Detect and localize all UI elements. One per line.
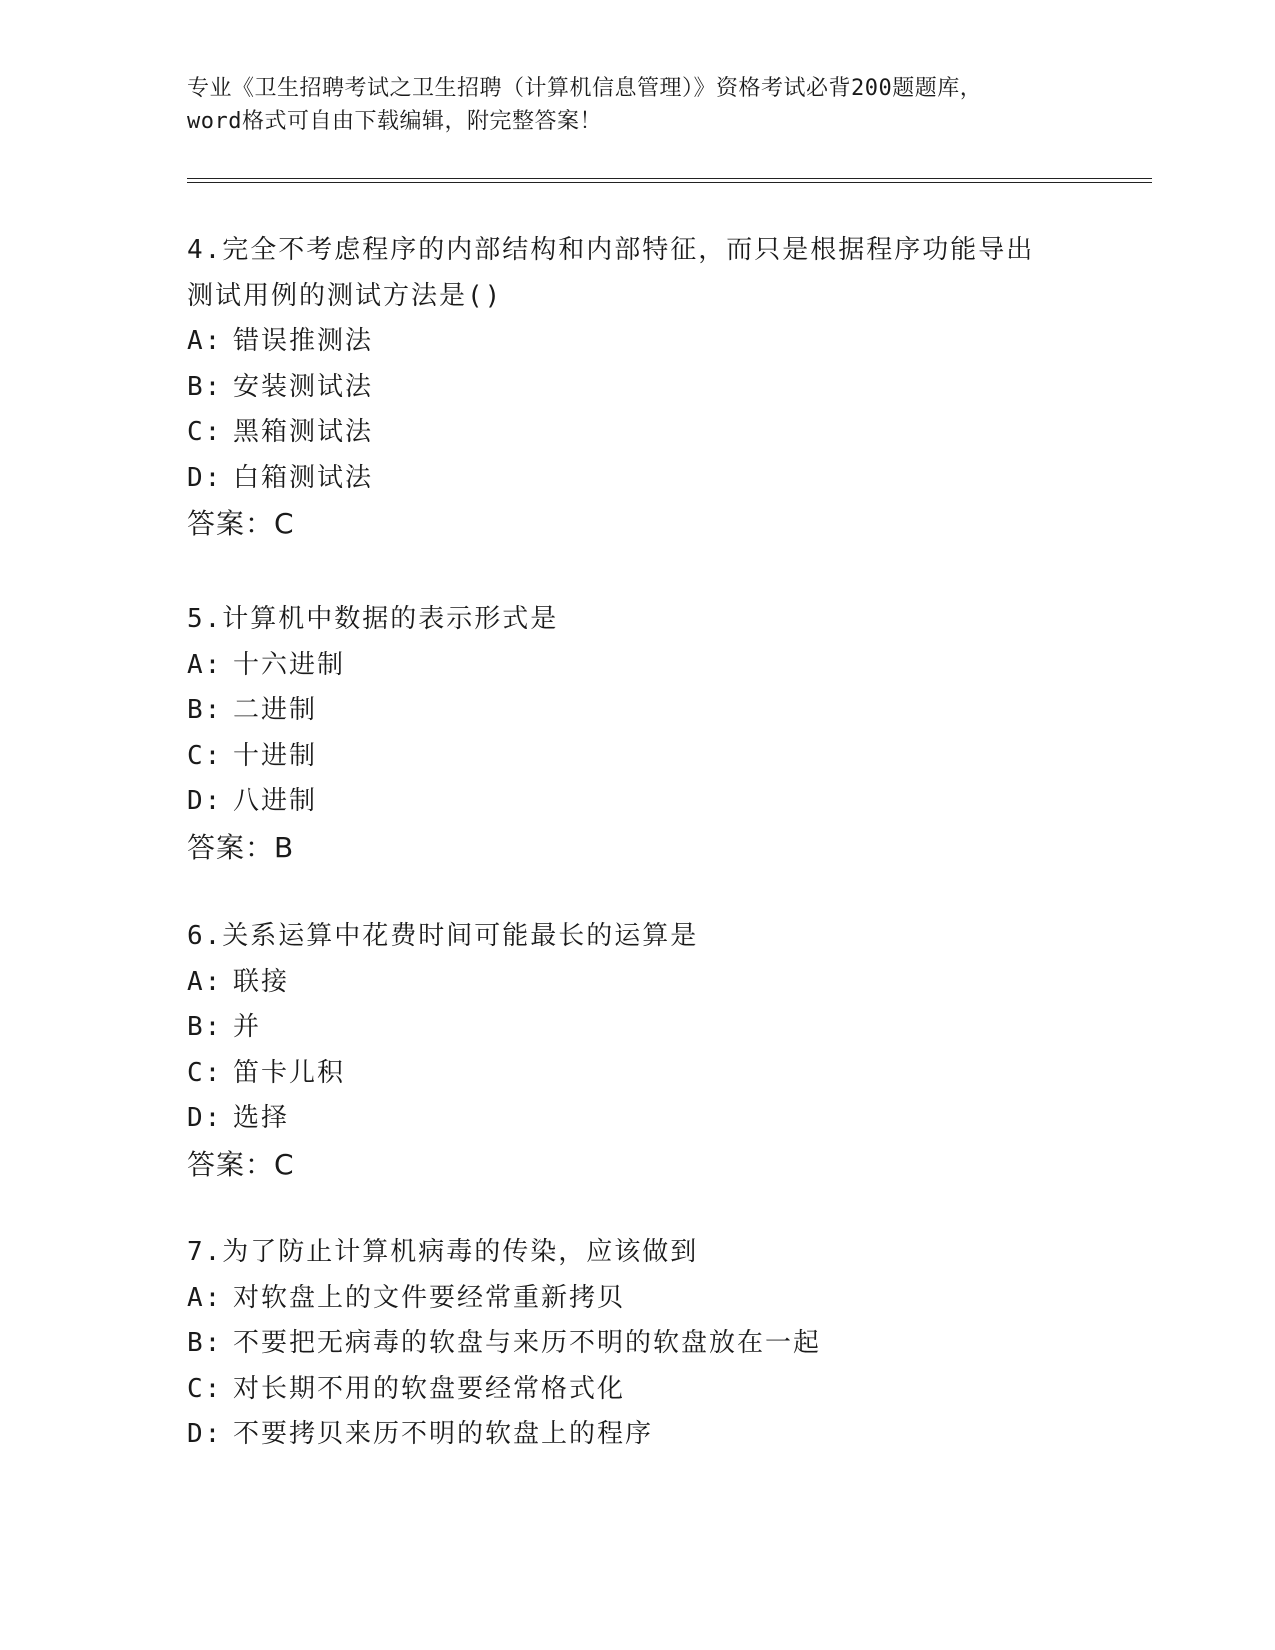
option-key: B: — [187, 695, 223, 725]
option-key: D: — [187, 786, 223, 816]
header-divider-top — [187, 178, 1152, 179]
option-key: B: — [187, 1012, 223, 1042]
header-line-1: 专业《卫生招聘考试之卫生招聘（计算机信息管理）》资格考试必背200题题库， — [187, 76, 983, 101]
option-a — [187, 960, 1087, 1006]
option-key: D: — [187, 1419, 223, 1449]
option-key: A: — [187, 649, 223, 680]
question-stem-line: 4.完全不考虑程序的内部结构和内部特征，而只是根据程序功能导出 — [187, 235, 1035, 265]
option-text: 十六进制 — [233, 649, 346, 680]
option-text: 联接 — [233, 966, 290, 997]
option-c — [187, 1051, 1087, 1097]
option-key: D: — [187, 1103, 223, 1133]
option-text: 对软盘上的文件要经常重新拷贝 — [233, 1282, 626, 1313]
option-a — [187, 643, 1087, 689]
question-stem-line: 5.计算机中数据的表示形式是 — [187, 604, 559, 634]
option-key: C: — [187, 1057, 223, 1088]
answer-line: 答案：B — [187, 830, 295, 864]
option-a — [187, 1276, 1087, 1322]
option-text: 黑箱测试法 — [233, 417, 374, 447]
option-b — [187, 1321, 1087, 1367]
option-b — [187, 688, 1087, 734]
option-text: 安装测试法 — [233, 371, 374, 402]
answer-line: 答案：C — [187, 507, 295, 540]
option-text: 十进制 — [233, 740, 318, 771]
question-4 — [187, 228, 1087, 547]
answer-line: 答案：C — [187, 1147, 295, 1181]
option-key: A: — [187, 1282, 223, 1313]
option-text: 二进制 — [233, 695, 318, 725]
option-d — [187, 456, 1087, 502]
option-c — [187, 734, 1087, 780]
option-key: D: — [187, 462, 223, 493]
option-key: C: — [187, 417, 223, 447]
option-d — [187, 779, 1087, 825]
option-b — [187, 1005, 1087, 1051]
option-d — [187, 1412, 1087, 1458]
option-key: A: — [187, 966, 223, 997]
option-key: C: — [187, 1373, 223, 1404]
question-7 — [187, 1230, 1087, 1458]
option-a — [187, 319, 1087, 365]
option-text: 对长期不用的软盘要经常格式化 — [233, 1373, 626, 1404]
option-d — [187, 1096, 1087, 1142]
option-text: 笛卡儿积 — [233, 1057, 346, 1088]
option-key: A: — [187, 326, 223, 356]
option-key: B: — [187, 371, 223, 402]
question-6 — [187, 914, 1087, 1187]
option-text: 白箱测试法 — [233, 462, 374, 493]
question-5 — [187, 597, 1087, 870]
option-key: B: — [187, 1328, 223, 1358]
question-stem-line: 7.为了防止计算机病毒的传染，应该做到 — [187, 1237, 699, 1267]
option-text: 八进制 — [233, 786, 318, 816]
document-header — [187, 72, 1087, 138]
option-b — [187, 365, 1087, 411]
question-stem-line: 6.关系运算中花费时间可能最长的运算是 — [187, 921, 699, 951]
option-text: 选择 — [233, 1103, 290, 1133]
option-c — [187, 410, 1087, 456]
option-text: 并 — [233, 1012, 262, 1042]
option-text: 不要拷贝来历不明的软盘上的程序 — [233, 1419, 654, 1449]
option-c — [187, 1367, 1087, 1413]
header-divider-bottom — [187, 182, 1152, 183]
option-text: 不要把无病毒的软盘与来历不明的软盘放在一起 — [233, 1328, 822, 1358]
option-key: C: — [187, 740, 223, 771]
question-stem-line: 测试用例的测试方法是() — [187, 280, 503, 311]
option-text: 错误推测法 — [233, 326, 374, 356]
header-line-2: word格式可自由下载编辑，附完整答案！ — [187, 109, 602, 134]
